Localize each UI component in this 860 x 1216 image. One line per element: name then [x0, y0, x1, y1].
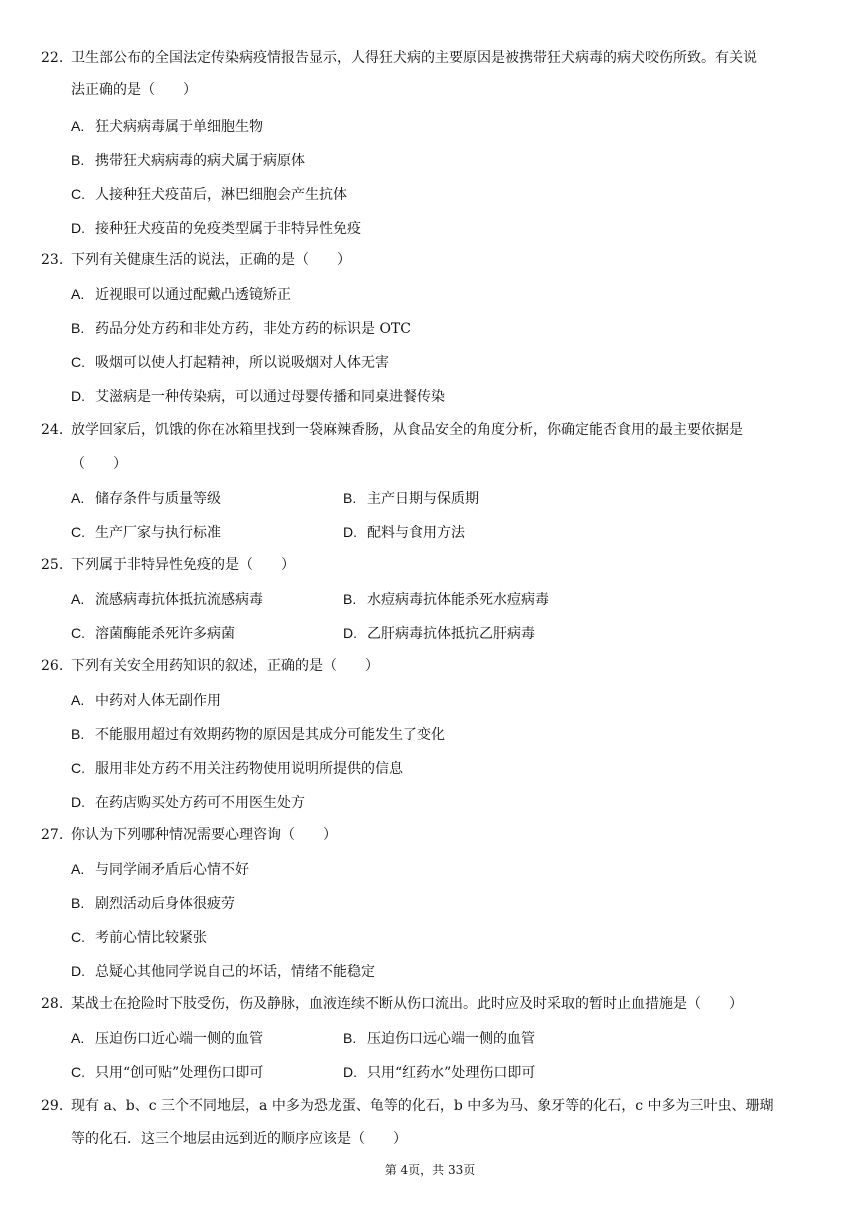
answer-option[interactable] [71, 623, 235, 643]
option-text: 生产厂家与执行标准 [95, 525, 221, 541]
question-number: 27. [41, 827, 64, 843]
option-text: 艾滋病是一种传染病，可以通过母婴传播和同桌进餐传染 [95, 389, 445, 405]
question-stem-line: 现有 a、b、c 三个不同地层，a 中多为恐龙蛋、龟等的化石，b 中多为马、象牙等的化石，c 中多为三叶虫、珊瑚 [71, 1098, 774, 1114]
question-stem-line: 某战士在抢险时下肢受伤，伤及静脉，血液连续不断从伤口流出。此时应及时采取的暂时止血措施是（ ） [71, 996, 743, 1012]
answer-option[interactable] [343, 488, 479, 508]
answer-option[interactable] [71, 758, 403, 778]
answer-option[interactable] [71, 724, 445, 744]
option-letter: D. [71, 794, 85, 810]
option-text: 水痘病毒抗体能杀死水痘病毒 [367, 592, 549, 608]
answer-option[interactable] [71, 318, 411, 338]
option-letter: B. [343, 591, 357, 607]
answer-option[interactable] [343, 623, 535, 643]
question-stem-line: （ ） [71, 456, 127, 472]
option-text: 中药对人体无副作用 [95, 693, 221, 709]
option-text: 溶菌酶能杀死许多病菌 [95, 626, 235, 642]
answer-option[interactable] [343, 1062, 535, 1082]
option-letter: C. [71, 625, 85, 641]
question-stem-line: 下列有关安全用药知识的叙述，正确的是（ ） [71, 658, 379, 674]
answer-option[interactable] [343, 1028, 535, 1048]
option-letter: D. [343, 524, 357, 540]
option-letter: D. [71, 388, 85, 404]
question-number: 24. [41, 422, 64, 438]
option-letter: A. [71, 286, 85, 302]
option-text: 主产日期与保质期 [367, 491, 479, 507]
option-letter: A. [71, 692, 85, 708]
option-text: 考前心情比较紧张 [95, 930, 207, 946]
option-letter: B. [71, 152, 85, 168]
option-text: 乙肝病毒抗体抵抗乙肝病毒 [367, 626, 535, 642]
answer-option[interactable] [71, 589, 263, 609]
option-letter: C. [71, 760, 85, 776]
option-letter: A. [71, 591, 85, 607]
question-number: 26. [41, 658, 64, 674]
option-letter: B. [71, 726, 85, 742]
option-text: 服用非处方药不用关注药物使用说明所提供的信息 [95, 761, 403, 777]
option-letter: C. [71, 524, 85, 540]
answer-option[interactable] [71, 1028, 263, 1048]
question-number: 28. [41, 996, 64, 1012]
answer-option[interactable] [71, 690, 221, 710]
option-text: 药品分处方药和非处方药，非处方药的标识是 OTC [95, 321, 411, 337]
option-letter: D. [71, 220, 85, 236]
option-text: 狂犬病病毒属于单细胞生物 [95, 119, 263, 135]
option-text: 携带狂犬病病毒的病犬属于病原体 [95, 153, 305, 169]
option-letter: D. [343, 625, 357, 641]
option-letter: A. [71, 490, 85, 506]
question-number: 23. [41, 252, 64, 268]
option-letter: B. [343, 490, 357, 506]
answer-option[interactable] [71, 859, 249, 879]
answer-option[interactable] [71, 522, 221, 542]
question-stem-line: 等的化石．这三个地层由远到近的顺序应该是（ ） [71, 1131, 407, 1147]
answer-option[interactable] [343, 522, 465, 542]
option-letter: C. [71, 1064, 85, 1080]
option-text: 配料与食用方法 [367, 525, 465, 541]
option-letter: C. [71, 354, 85, 370]
answer-option[interactable] [71, 386, 445, 406]
question-stem-line: 法正确的是（ ） [71, 82, 197, 98]
question-number: 25. [41, 557, 64, 573]
question-stem-line: 卫生部公布的全国法定传染病疫情报告显示，人得狂犬病的主要原因是被携带狂犬病毒的病犬咬伤所致。有关说 [71, 50, 757, 66]
answer-option[interactable] [71, 1062, 263, 1082]
question-stem-line: 你认为下列哪种情况需要心理咨询（ ） [71, 827, 337, 843]
option-letter: D. [343, 1064, 357, 1080]
option-text: 总疑心其他同学说自己的坏话，情绪不能稳定 [95, 964, 375, 980]
answer-option[interactable] [71, 927, 207, 947]
option-text: 人接种狂犬疫苗后，淋巴细胞会产生抗体 [95, 187, 347, 203]
answer-option[interactable] [71, 116, 263, 136]
option-letter: C. [71, 929, 85, 945]
question-stem-line: 放学回家后，饥饿的你在冰箱里找到一袋麻辣香肠，从食品安全的角度分析，你确定能否食用的最主要依据是 [71, 422, 743, 438]
option-text: 压迫伤口远心端一侧的血管 [367, 1031, 535, 1047]
answer-option[interactable] [71, 352, 389, 372]
option-text: 吸烟可以使人打起精神，所以说吸烟对人体无害 [95, 355, 389, 371]
option-letter: A. [71, 861, 85, 877]
answer-option[interactable] [71, 218, 361, 238]
option-text: 近视眼可以通过配戴凸透镜矫正 [95, 287, 291, 303]
option-text: 流感病毒抗体抵抗流感病毒 [95, 592, 263, 608]
option-text: 储存条件与质量等级 [95, 491, 221, 507]
option-text: 与同学闹矛盾后心情不好 [95, 862, 249, 878]
option-letter: C. [71, 186, 85, 202]
option-text: 只用“红药水”处理伤口即可 [367, 1065, 536, 1081]
answer-option[interactable] [71, 150, 305, 170]
answer-option[interactable] [71, 961, 375, 981]
option-letter: A. [71, 1030, 85, 1046]
option-letter: B. [71, 895, 85, 911]
option-letter: B. [71, 320, 85, 336]
option-letter: D. [71, 963, 85, 979]
option-letter: B. [343, 1030, 357, 1046]
option-text: 接种狂犬疫苗的免疫类型属于非特异性免疫 [95, 221, 361, 237]
answer-option[interactable] [71, 184, 347, 204]
answer-option[interactable] [343, 589, 549, 609]
page-footer: 第 4页，共 33页 [384, 1163, 476, 1177]
answer-option[interactable] [71, 792, 305, 812]
question-number: 29. [41, 1098, 64, 1114]
option-text: 只用“创可贴”处理伤口即可 [95, 1065, 264, 1081]
option-text: 不能服用超过有效期药物的原因是其成分可能发生了变化 [95, 727, 445, 743]
option-text: 压迫伤口近心端一侧的血管 [95, 1031, 263, 1047]
option-letter: A. [71, 118, 85, 134]
option-text: 在药店购买处方药可不用医生处方 [95, 795, 305, 811]
question-number: 22. [41, 50, 64, 66]
answer-option[interactable] [71, 284, 291, 304]
question-stem-line: 下列有关健康生活的说法，正确的是（ ） [71, 252, 351, 268]
answer-option[interactable] [71, 488, 221, 508]
option-text: 剧烈活动后身体很疲劳 [95, 896, 235, 912]
answer-option[interactable] [71, 893, 235, 913]
question-stem-line: 下列属于非特异性免疫的是（ ） [71, 557, 295, 573]
